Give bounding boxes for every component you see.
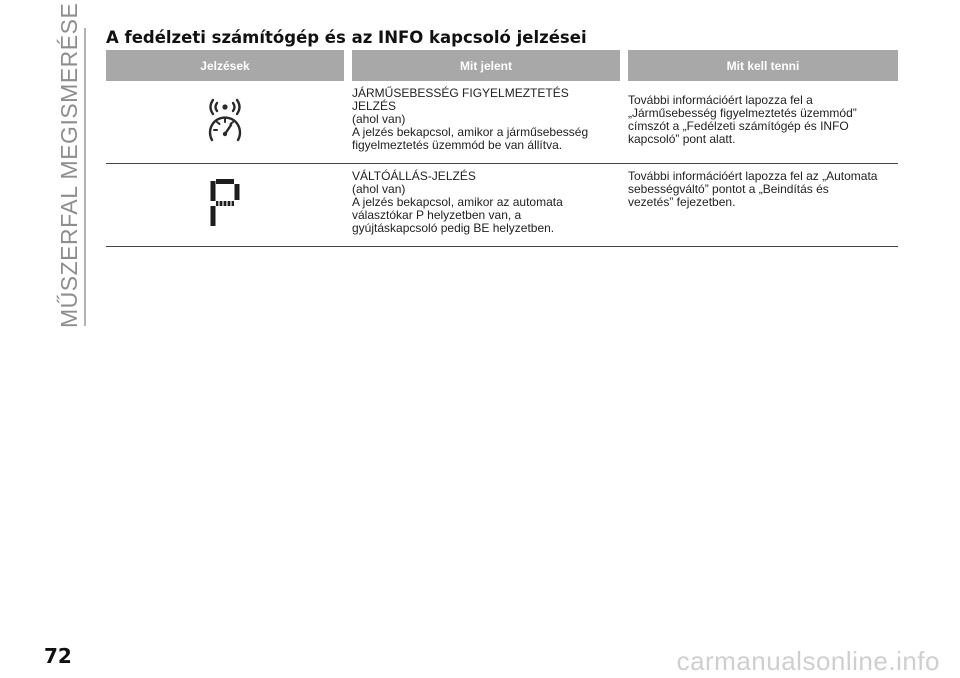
- icon-cell: [106, 81, 344, 164]
- row-action: További információért lapozza fel a „Járműsebesség figyelmeztetés üzemmód” címszót a „Fedélzeti számítógép és INFO kapcsoló” pont alatt.: [628, 81, 898, 164]
- page-number: 72: [44, 644, 72, 668]
- table-header-row: [106, 50, 898, 81]
- header-action: Mit kell tenni: [628, 50, 898, 81]
- icon-cell: [106, 164, 344, 247]
- table-row: [106, 81, 898, 164]
- side-divider: [84, 28, 86, 326]
- section-side-title: MŰSZERFAL MEGISMERÉSE: [56, 2, 82, 328]
- header-meaning: Mit jelent: [352, 50, 620, 81]
- watermark: carmanualsonline.info: [676, 646, 940, 676]
- row-meaning: VÁLTÓÁLLÁS-JELZÉS (ahol van) A jelzés bekapcsol, amikor az automata választókar P helyzetben van, a gyújtáskapcsoló pedig BE helyzetben.: [352, 164, 620, 247]
- table-row: [106, 164, 898, 247]
- row-meaning: JÁRMŰSEBESSÉG FIGYELMEZTETÉS JELZÉS (ahol van) A jelzés bekapcsol, amikor a járműsebesség figyelmeztetés üzemmód be van állítva.: [352, 81, 620, 164]
- speedometer-warning-icon: [204, 97, 246, 148]
- gear-position-p-icon: [208, 179, 242, 232]
- page-title: A fedélzeti számítógép és az INFO kapcsoló jelzései: [106, 28, 587, 47]
- row-action: További információért lapozza fel az „Automata sebességváltó” pontot a „Beindítás és vezetés” fejezetben.: [628, 164, 898, 247]
- header-signals: Jelzések: [106, 50, 344, 81]
- signals-table: [106, 50, 898, 247]
